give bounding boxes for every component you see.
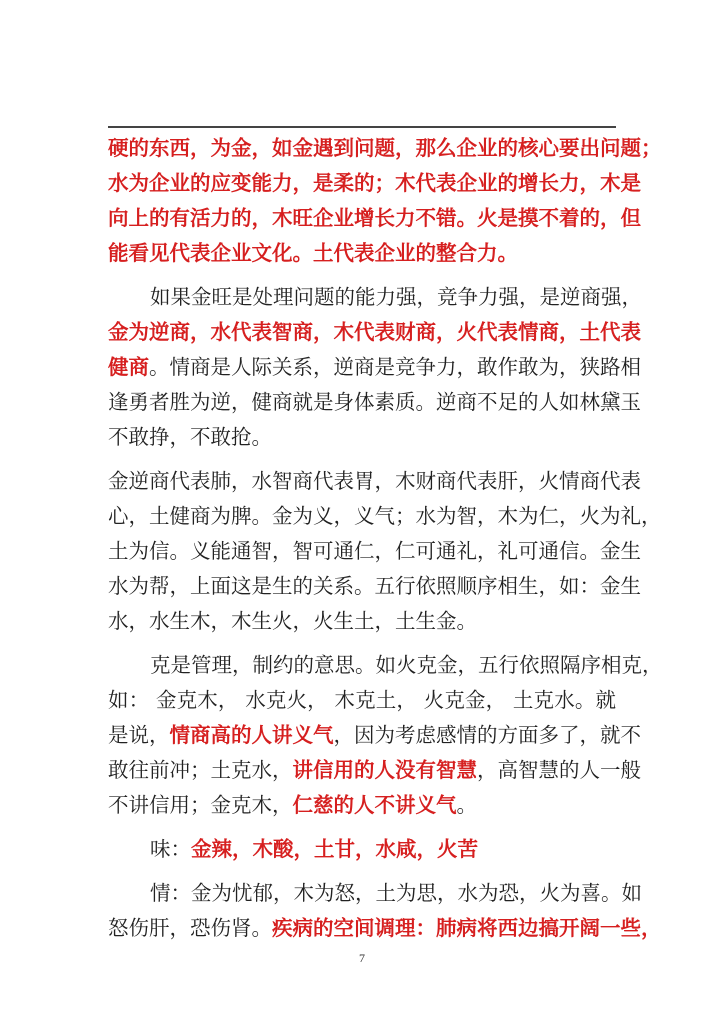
body-text: 如果金旺是处理问题的能力强，竞争力强，是逆商强， xyxy=(150,285,642,309)
highlighted-text: 能看见代表企业文化。土代表企业的整合力。 xyxy=(108,241,518,265)
body-text: 。情商是人际关系，逆商是竞争力，敢作敢为，狭路相 xyxy=(149,355,641,379)
paragraph xyxy=(108,464,662,639)
highlighted-text: 金辣，木酸，土甘，水咸，火苦 xyxy=(191,837,478,861)
text-line xyxy=(108,876,642,911)
text-line xyxy=(108,201,641,236)
body-text: 如： 金克木， 水克火， 木克土， 火克金， 土克水。就 xyxy=(108,688,616,712)
body-text: ，高智慧的人一般 xyxy=(477,758,641,782)
body-text: ，因为考虑感情的方面多了，就不 xyxy=(333,723,641,747)
body-text: 是说， xyxy=(108,723,170,747)
text-line xyxy=(108,683,616,718)
body-text: 不敢挣，不敢抢。 xyxy=(108,425,272,449)
text-line xyxy=(108,604,616,639)
text-line xyxy=(108,648,663,683)
text-line xyxy=(108,499,662,534)
highlighted-text: 健商 xyxy=(108,355,149,379)
text-line xyxy=(108,315,641,350)
body-text: 心，土健商为脾。金为义，义气；水为智，木为仁，火为礼， xyxy=(108,504,662,528)
body-text: 土为信。义能通智，智可通仁，仁可通礼，礼可通信。金生 xyxy=(108,539,641,563)
text-line xyxy=(108,166,641,201)
text-line xyxy=(108,131,662,166)
highlighted-text: 疾病的空间调理：肺病将西边搞开阔一些， xyxy=(272,916,662,940)
body-text: 怒伤肝，恐伤肾。 xyxy=(108,916,272,940)
paragraph xyxy=(108,131,662,271)
text-line xyxy=(108,420,616,455)
text-line xyxy=(108,569,641,604)
header-rule xyxy=(108,126,616,128)
body-text: 情：金为忧郁，木为怒，土为思，水为恐，火为喜。如 xyxy=(150,881,642,905)
text-line xyxy=(108,464,641,499)
text-line xyxy=(108,718,641,753)
paragraph xyxy=(108,280,642,455)
body-text: 金逆商代表肺，水智商代表胃，木财商代表肝，火情商代表 xyxy=(108,469,641,493)
text-line xyxy=(108,753,641,788)
body-text: 敢往前冲；土克水， xyxy=(108,758,293,782)
page-number: 7 xyxy=(359,951,365,965)
body-text: 味： xyxy=(150,837,191,861)
highlighted-text: 硬的东西，为金，如金遇到问题，那么企业的核心要出问题； xyxy=(108,136,662,160)
document-body xyxy=(108,131,663,946)
body-text: 不讲信用；金克木， xyxy=(108,793,293,817)
body-text: 逢勇者胜为逆，健商就是身体素质。逆商不足的人如林黛玉 xyxy=(108,390,641,414)
text-line xyxy=(108,788,616,823)
highlighted-text: 向上的有活力的，木旺企业增长力不错。火是摸不着的，但 xyxy=(108,206,641,230)
text-line xyxy=(108,280,642,315)
highlighted-text: 仁慈的人不讲义气 xyxy=(292,793,457,817)
body-text: 水，水生木，木生火，火生土，土生金。 xyxy=(108,609,477,633)
body-text: 水为帮，上面这是生的关系。五行依照顺序相生，如：金生 xyxy=(108,574,641,598)
highlighted-text: 金为逆商，水代表智商，木代表财商，火代表情商，土代表 xyxy=(108,320,641,344)
paragraph xyxy=(108,648,663,823)
highlighted-text: 情商高的人讲义气 xyxy=(169,723,334,747)
text-line xyxy=(108,534,641,569)
text-line xyxy=(108,911,662,946)
body-text: 克是管理，制约的意思。如火克金，五行依照隔序相克， xyxy=(150,653,663,677)
paragraph xyxy=(108,832,616,867)
highlighted-text: 讲信用的人没有智慧 xyxy=(292,758,477,782)
text-line xyxy=(108,350,641,385)
paragraph xyxy=(108,876,662,946)
text-line xyxy=(108,385,641,420)
text-line xyxy=(108,236,616,271)
text-line xyxy=(108,832,616,867)
body-text: 。 xyxy=(456,793,477,817)
highlighted-text: 水为企业的应变能力，是柔的；木代表企业的增长力，木是 xyxy=(108,171,641,195)
